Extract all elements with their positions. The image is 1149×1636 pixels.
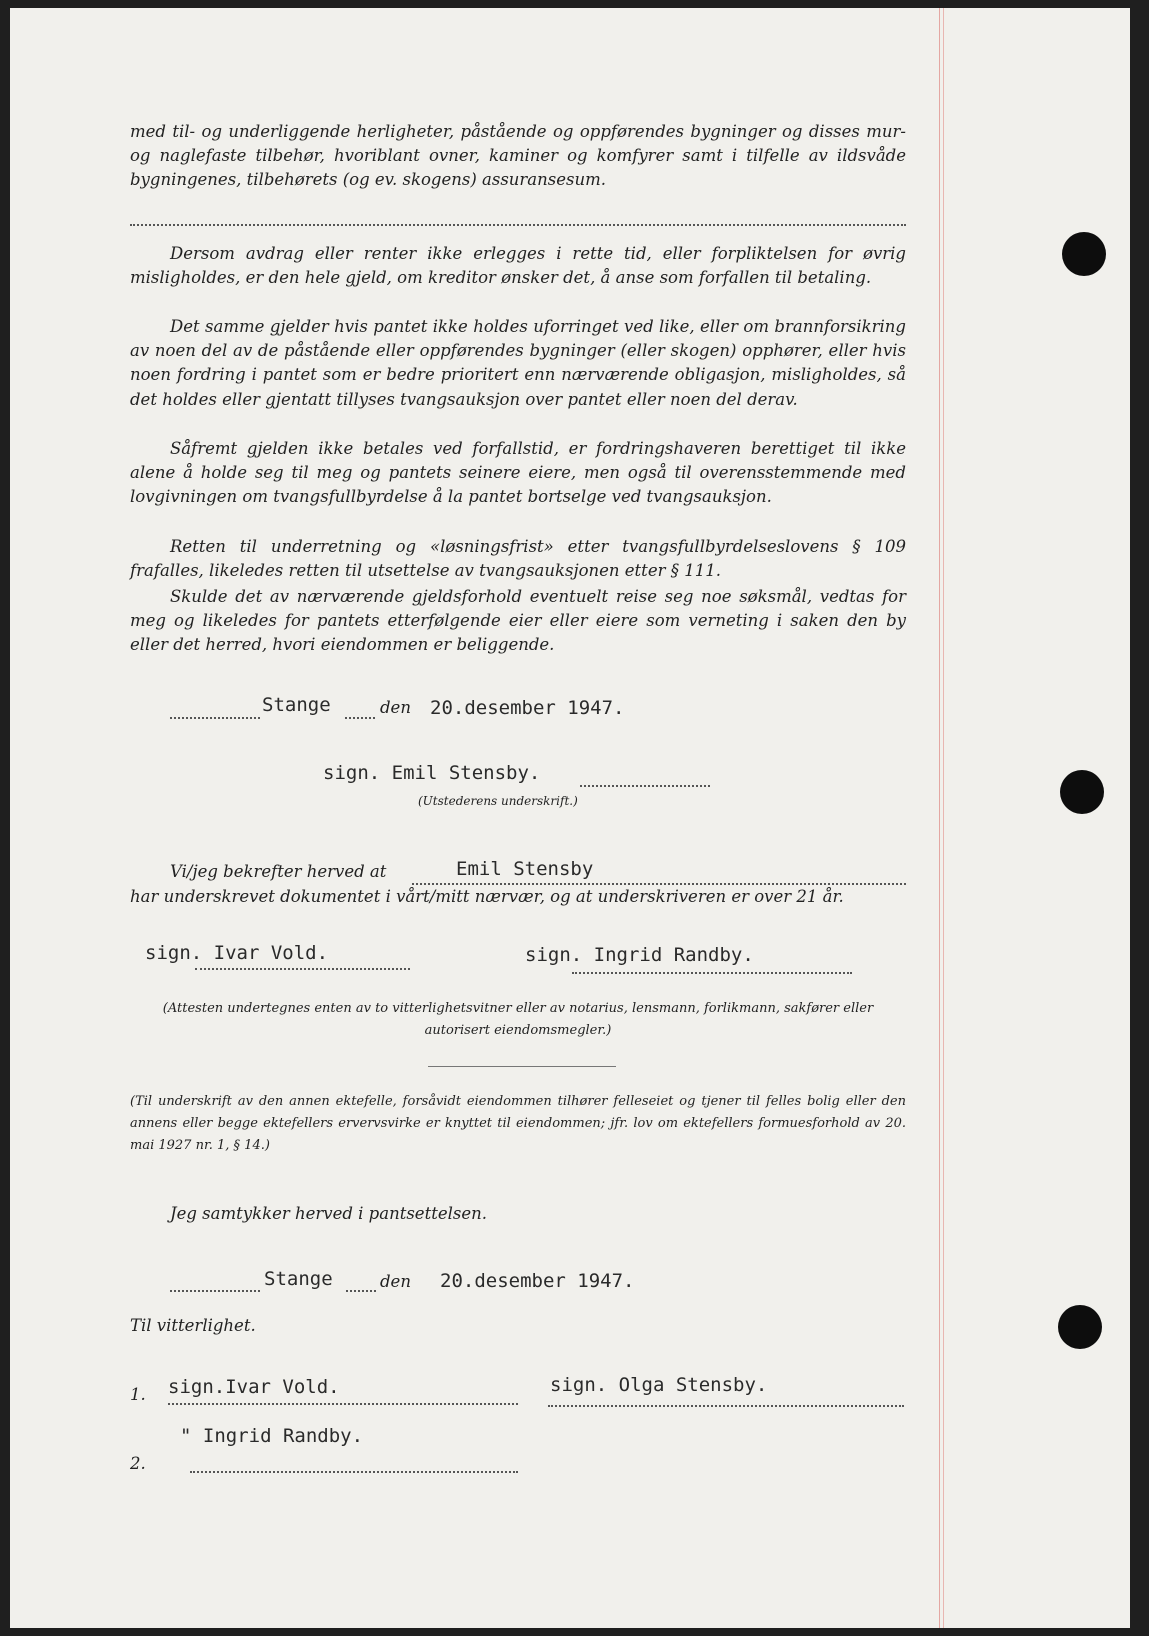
dotted-line: [345, 717, 375, 719]
witness-number: 2.: [130, 1454, 146, 1473]
punch-hole: [1062, 232, 1106, 276]
place-value: Stange: [262, 694, 331, 716]
paragraph-venue: Skulde det av nærværende gjeldsforhold eventuelt reise seg noe søksmål, vedtas for meg og likeledes for pantets etterfølgende eier eller eiere som verneting i saken den by eller det herred, hvori eiendommen er beliggende.: [130, 587, 906, 655]
confirm-name: Emil Stensby: [456, 858, 594, 880]
den-label: den: [380, 698, 411, 717]
dotted-line: [195, 968, 410, 970]
witness-number: 1.: [130, 1385, 146, 1404]
paragraph-insurance: Det samme gjelder hvis pantet ikke holdes uforringet ved like, eller om brannforsikring av noen del av de påstående eller oppførendes bygninger (eller skogen) opphører, eller hvis noen fordring i pantet som er bedre prioritert enn nærværende obligasjon, misligholdes, så det holdes eller gjentatt tillyses tvangsauksjon over pantet eller noen del derav.: [130, 317, 906, 409]
attest-note: (Attesten undertegnes enten av to vitterlighetsvitner eller av notarius, lensmann, forlikmann, sakfører eller autorisert eiendomsmegler.): [162, 1001, 874, 1038]
dotted-line: [412, 883, 906, 885]
confirm-prefix: Vi/jeg bekrefter herved at: [170, 862, 387, 881]
dotted-line: [190, 1471, 518, 1473]
place-value: Stange: [264, 1268, 333, 1290]
date-value: 20.desember 1947.: [430, 697, 625, 719]
punch-hole: [1058, 1305, 1102, 1349]
margin-line: [943, 8, 944, 1628]
divider-line: [428, 1066, 616, 1067]
den-label: den: [380, 1272, 411, 1291]
witness-signature-right: sign. Ingrid Randby.: [525, 944, 754, 966]
dotted-line: [170, 1290, 260, 1292]
dotted-line: [170, 717, 260, 719]
issuer-signature: sign. Emil Stensby.: [323, 762, 541, 784]
paragraph-notice: Retten til underretning og «løsningsfrist» etter tvangsfullbyrdelseslovens § 109 frafalles, likeledes retten til utsettelse av tvangsauksjonen etter § 111.: [130, 537, 906, 581]
dotted-line: [548, 1405, 904, 1407]
margin-line: [939, 8, 940, 1628]
punch-hole: [1060, 770, 1104, 814]
paragraph-default: Dersom avdrag eller renter ikke erlegges i rette tid, eller forpliktelsen for øvrig misligholdes, er den hele gjeld, om kreditor ønsker det, å anse som forfallen til betaling.: [130, 244, 906, 288]
dotted-line: [130, 224, 906, 226]
witness-signature-left: sign. Ivar Vold.: [145, 942, 329, 964]
witness-heading: Til vitterlighet.: [130, 1316, 256, 1335]
issuer-caption: (Utstederens underskrift.): [418, 794, 578, 808]
confirm-line: har underskrevet dokumentet i vårt/mitt nærvær, og at underskriveren er over 21 år.: [130, 887, 844, 906]
consent-text: Jeg samtykker herved i pantsettelsen.: [170, 1204, 487, 1223]
paragraph-property: med til- og underliggende herligheter, påstående og oppførendes bygninger og disses mur- og naglefaste tilbehør, hvoriblant ovner, kaminer og komfyrer samt i tilfelle av ildsvåde bygningenes, tilbehørets (og ev. skogens) assuransesum.: [130, 122, 906, 190]
witness-signature-2: " Ingrid Randby.: [180, 1425, 364, 1447]
dotted-line: [580, 785, 710, 787]
spouse-signature: sign. Olga Stensby.: [550, 1374, 768, 1396]
dotted-line: [572, 972, 852, 974]
spouse-note: (Til underskrift av den annen ektefelle, forsåvidt eiendommen tilhører felleseiet og tjener til felles bolig eller den annens eller begge ektefellers ervervsvirke er knyttet til eiendommen; jfr. lov om ektefellers formuesforhold av 20. mai 1927 nr. 1, § 14.): [130, 1094, 906, 1153]
dotted-line: [346, 1290, 376, 1292]
paragraph-forced-sale: Såfremt gjelden ikke betales ved forfallstid, er fordringshaveren berettiget til ikke alene å holde seg til meg og pantets seinere eiere, men også til overensstemmende med lovgivningen om tvangsfullbyrdelse å la pantet bortselge ved tvangsauksjon.: [130, 439, 906, 507]
witness-signature-1: sign.Ivar Vold.: [168, 1376, 340, 1398]
date-value: 20.desember 1947.: [440, 1270, 635, 1292]
dotted-line: [168, 1403, 518, 1405]
